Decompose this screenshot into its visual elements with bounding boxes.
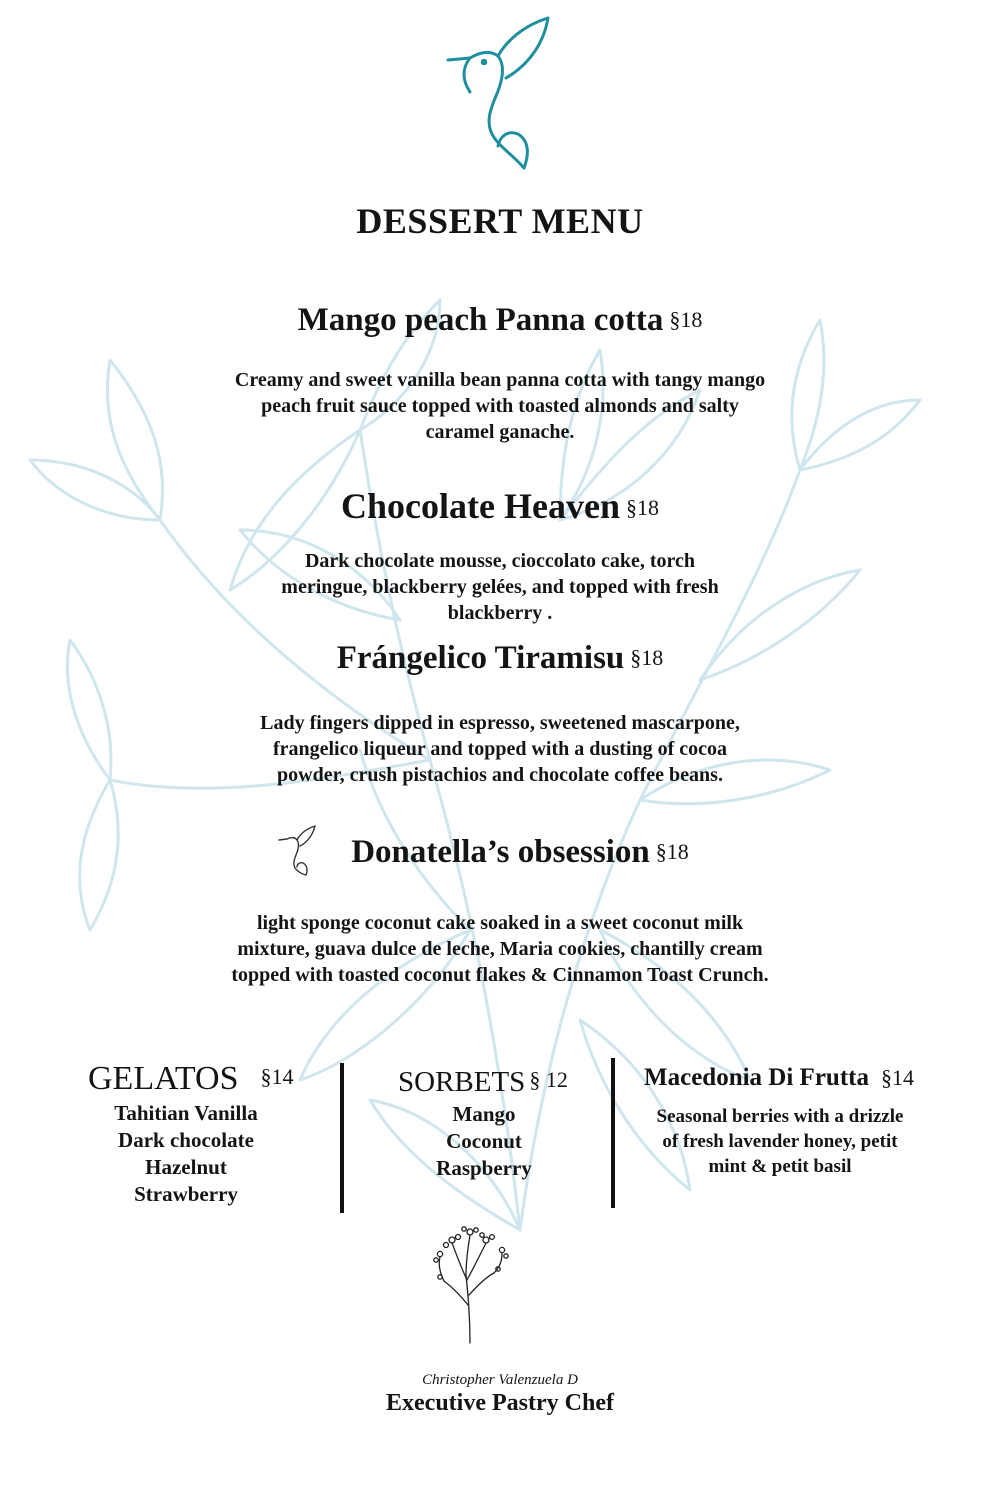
dessert-item-name bbox=[0, 485, 1000, 527]
list-item: Strawberry bbox=[134, 1182, 238, 1206]
description-line: powder, crush pistachios and chocolate coffee beans. bbox=[277, 764, 723, 786]
description-line: blackberry . bbox=[447, 602, 553, 624]
item-description bbox=[150, 548, 850, 626]
sorbets-list bbox=[384, 1101, 584, 1182]
list-item: Hazelnut bbox=[145, 1155, 227, 1179]
item-price: §18 bbox=[625, 495, 659, 520]
gelatos-list bbox=[86, 1100, 286, 1208]
item-name: Chocolate Heaven bbox=[341, 486, 620, 526]
item-description bbox=[150, 710, 850, 788]
macedonia-heading bbox=[644, 1064, 914, 1092]
item-price: §18 bbox=[669, 307, 703, 332]
column-divider bbox=[611, 1058, 615, 1208]
item-description bbox=[150, 367, 850, 445]
column-divider bbox=[340, 1063, 344, 1213]
description-line: Seasonal berries with a drizzle bbox=[656, 1106, 904, 1127]
description-line: light sponge coconut cake soaked in a sweet coconut milk bbox=[256, 912, 744, 934]
macedonia-description bbox=[630, 1104, 930, 1179]
item-description bbox=[120, 910, 880, 988]
item-name: Frángelico Tiramisu bbox=[336, 640, 625, 676]
list-item: Mango bbox=[452, 1102, 516, 1126]
gelatos-title: GELATOS bbox=[88, 1060, 239, 1097]
list-item: Tahitian Vanilla bbox=[114, 1101, 258, 1125]
description-line: meringue, blackberry gelées, and topped with fresh bbox=[281, 576, 719, 598]
gelatos-heading bbox=[88, 1060, 294, 1098]
description-line: peach fruit sauce topped with toasted almonds and salty bbox=[261, 395, 739, 417]
item-name: Donatella’s obsession bbox=[351, 834, 650, 870]
sorbets-price: § 12 bbox=[529, 1067, 568, 1092]
description-line: caramel ganache. bbox=[425, 421, 575, 443]
dessert-item-name bbox=[0, 302, 1000, 339]
item-price: §18 bbox=[655, 839, 689, 864]
macedonia-price: §14 bbox=[880, 1065, 914, 1090]
item-price: §18 bbox=[630, 645, 664, 670]
description-line: mixture, guava dulce de leche, Maria cookies, chantilly cream bbox=[237, 938, 763, 960]
chef-title: Executive Pastry Chef bbox=[386, 1390, 614, 1416]
sorbets-title: SORBETS bbox=[398, 1066, 526, 1098]
dessert-item-name bbox=[0, 640, 1000, 677]
list-item: Coconut bbox=[446, 1129, 522, 1153]
description-line: Lady fingers dipped in espresso, sweetened mascarpone, bbox=[260, 712, 740, 734]
gelatos-price: §14 bbox=[260, 1064, 294, 1089]
macedonia-title: Macedonia Di Frutta bbox=[644, 1064, 869, 1091]
hummingbird-logo-icon bbox=[440, 12, 560, 172]
description-line: frangelico liqueur and topped with a dusting of cocoa bbox=[272, 738, 728, 760]
list-item: Dark chocolate bbox=[118, 1128, 254, 1152]
item-name: Mango peach Panna cotta bbox=[297, 302, 664, 338]
description-line: Dark chocolate mousse, cioccolato cake, torch bbox=[304, 550, 696, 572]
flower-sprig-icon bbox=[430, 1225, 510, 1345]
list-item: Raspberry bbox=[436, 1156, 532, 1180]
description-line: of fresh lavender honey, petit bbox=[662, 1131, 898, 1152]
page-title: DESSERT MENU bbox=[356, 201, 644, 241]
dessert-item-name bbox=[20, 834, 1000, 871]
description-line: mint & petit basil bbox=[708, 1156, 852, 1177]
chef-signature: Christopher Valenzuela D bbox=[422, 1372, 578, 1388]
description-line: topped with toasted coconut flakes & Cinnamon Toast Crunch. bbox=[231, 964, 769, 986]
sorbets-heading bbox=[398, 1066, 568, 1099]
description-line: Creamy and sweet vanilla bean panna cotta with tangy mango bbox=[234, 369, 766, 391]
